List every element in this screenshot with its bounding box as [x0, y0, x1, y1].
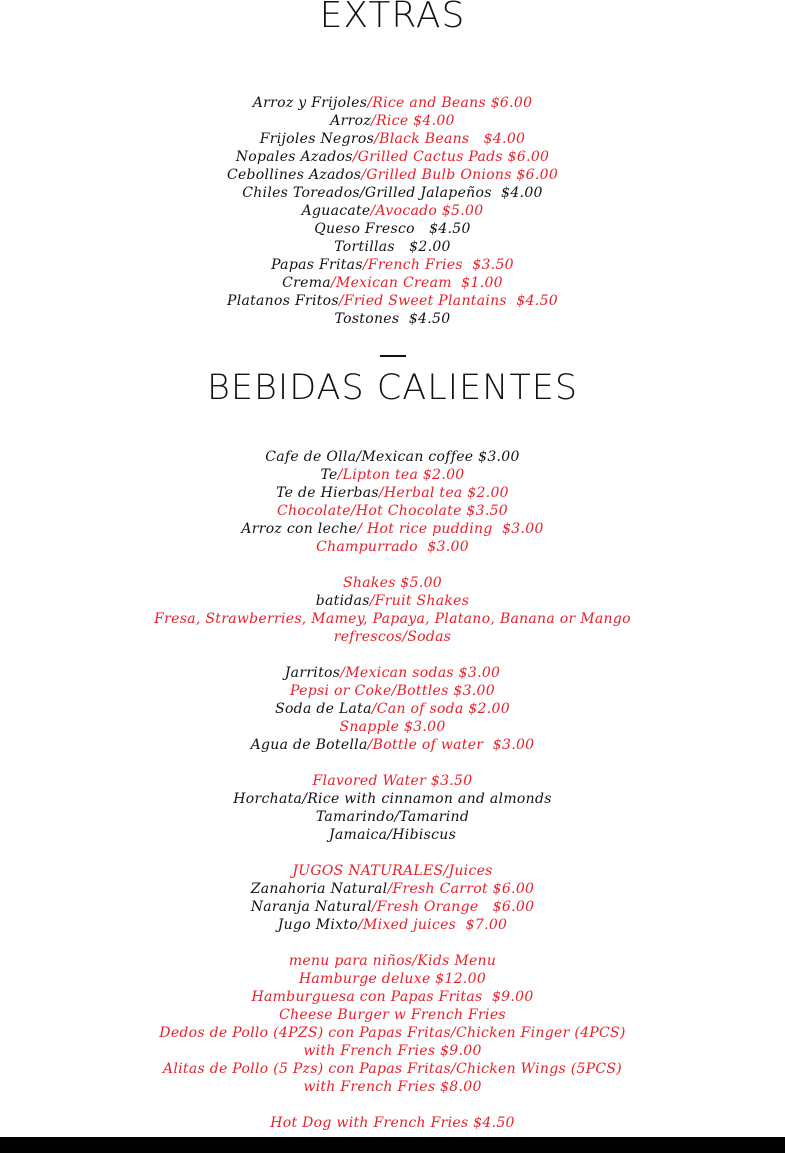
- menu-item-english-price: Hamburguesa con Papas Fritas $9.00: [251, 989, 534, 1005]
- menu-item-line: [150, 790, 635, 808]
- menu-item-english-price: /Grilled Bulb Onions $6.00: [361, 167, 559, 183]
- menu-item-line: [150, 1024, 635, 1060]
- menu-item-line: [150, 916, 635, 934]
- menu-item-line: [150, 664, 635, 682]
- menu-item-line: [150, 448, 635, 466]
- menu-item-line: [150, 148, 635, 166]
- menu-item-line: [150, 256, 635, 274]
- menu-item-english-price: /Rice $4.00: [371, 113, 455, 129]
- menu-item-spanish: Te: [320, 467, 338, 483]
- menu-item-spanish: Aguacate: [301, 203, 371, 219]
- menu-item-spanish: Agua de Botella: [250, 737, 368, 753]
- menu-item-english-price: / Hot rice pudding $3.00: [357, 521, 544, 537]
- menu-item-english-price: /Mexican Cream $1.00: [330, 275, 503, 291]
- menu-item-english-price: Dedos de Pollo (4PZS) con Papas Fritas/Chicken Finger (4PCS) with French Fries $9.00: [159, 1025, 631, 1059]
- menu-item-line: [150, 826, 635, 844]
- menu-item-english-price: refrescos/Sodas: [333, 629, 452, 645]
- menu-item-spanish: Horchata/Rice with cinnamon and almonds: [233, 791, 552, 807]
- blank-line: [150, 844, 635, 862]
- menu-item-spanish: Jugo Mixto: [277, 917, 358, 933]
- menu-item-line: [150, 862, 635, 880]
- menu-item-spanish: Tortillas $2.00: [334, 239, 451, 255]
- menu-item-line: [150, 628, 635, 646]
- menu-item-english-price: menu para niños/Kids Menu: [288, 953, 497, 969]
- menu-item-line: [150, 1006, 635, 1024]
- menu-item-line: [150, 808, 635, 826]
- menu-item-spanish: Papas Fritas: [271, 257, 363, 273]
- menu-item-line: [150, 772, 635, 790]
- menu-item-line: [150, 112, 635, 130]
- menu-item-line: [150, 520, 635, 538]
- menu-item-english-price: /Grilled Cactus Pads $6.00: [352, 149, 550, 165]
- menu-item-line: [150, 502, 635, 520]
- menu-item-english-price: Shakes $5.00: [342, 575, 443, 591]
- menu-item-line: [150, 970, 635, 988]
- menu-item-line: [150, 574, 635, 592]
- menu-item-english-price: JUGOS NATURALES/Juices: [292, 863, 493, 879]
- extras-list: [150, 94, 635, 328]
- bebidas-list: [150, 448, 635, 1132]
- menu-item-line: [150, 682, 635, 700]
- bebidas-calientes-heading: BEBIDAS CALIENTES: [206, 368, 579, 408]
- menu-item-line: [150, 592, 635, 610]
- menu-item-spanish: Cafe de Olla/Mexican coffee $3.00: [265, 449, 520, 465]
- menu-item-english-price: Hot Dog with French Fries $4.50: [270, 1115, 515, 1131]
- menu-item-line: [150, 700, 635, 718]
- menu-item-line: [150, 1060, 635, 1096]
- menu-item-english-price: /Fresh Orange $6.00: [371, 899, 535, 915]
- menu-item-line: [150, 484, 635, 502]
- menu-item-english-price: Champurrado $3.00: [316, 539, 469, 555]
- menu-item-spanish: Crema: [282, 275, 331, 291]
- menu-item-spanish: Zanahoria Natural: [250, 881, 388, 897]
- menu-item-spanish: Jarritos: [284, 665, 341, 681]
- menu-item-line: [150, 292, 635, 310]
- menu-item-line: [150, 1114, 635, 1132]
- menu-item-line: [150, 736, 635, 754]
- menu-item-line: [150, 898, 635, 916]
- menu-item-spanish: Jamaica/Hibiscus: [328, 827, 457, 843]
- menu-item-line: [150, 718, 635, 736]
- menu-item-spanish: Tamarindo/Tamarind: [315, 809, 470, 825]
- menu-item-english-price: /Herbal tea $2.00: [378, 485, 509, 501]
- menu-item-english-price: Pepsi or Coke/Bottles $3.00: [290, 683, 495, 699]
- menu-item-spanish: Frijoles Negros: [259, 131, 375, 147]
- menu-item-english-price: Snapple $3.00: [339, 719, 446, 735]
- menu-item-line: [150, 952, 635, 970]
- menu-item-spanish: Platanos Fritos: [226, 293, 339, 309]
- menu-item-spanish: batidas: [315, 593, 370, 609]
- blank-line: [150, 646, 635, 664]
- menu-item-spanish: Arroz y Frijoles: [252, 95, 368, 111]
- menu-item-spanish: Tostones $4.50: [334, 311, 451, 327]
- menu-item-line: [150, 988, 635, 1006]
- menu-item-spanish: Nopales Azados: [235, 149, 353, 165]
- menu-item-line: [150, 310, 635, 328]
- blank-line: [150, 1096, 635, 1114]
- bottom-bar: [0, 1137, 785, 1153]
- menu-item-spanish: Naranja Natural: [250, 899, 372, 915]
- menu-item-line: [150, 610, 635, 628]
- menu-item-english-price: /Black Beans $4.00: [374, 131, 526, 147]
- menu-item-english-price: Fresa, Strawberries, Mamey, Papaya, Platano, Banana or Mango: [154, 611, 631, 627]
- menu-item-english-price: /Fruit Shakes: [369, 593, 470, 609]
- section-divider: [380, 355, 406, 357]
- menu-item-spanish: Queso Fresco $4.50: [314, 221, 471, 237]
- blank-line: [150, 934, 635, 952]
- menu-item-line: [150, 220, 635, 238]
- menu-item-english-price: Flavored Water $3.50: [312, 773, 473, 789]
- menu-item-spanish: Chiles Toreados/Grilled Jalapeños $4.00: [242, 185, 543, 201]
- menu-item-line: [150, 274, 635, 292]
- menu-item-line: [150, 130, 635, 148]
- menu-item-english-price: /Lipton tea $2.00: [337, 467, 465, 483]
- menu-item-english-price: /Can of soda $2.00: [371, 701, 510, 717]
- blank-line: [150, 754, 635, 772]
- menu-item-english-price: /Fried Sweet Plantains $4.50: [338, 293, 559, 309]
- menu-item-english-price: Hamburge deluxe $12.00: [298, 971, 487, 987]
- menu-item-english-price: /Bottle of water $3.00: [367, 737, 535, 753]
- menu-item-english-price: /Mexican sodas $3.00: [340, 665, 501, 681]
- blank-line: [150, 556, 635, 574]
- menu-item-english-price: Cheese Burger w French Fries: [279, 1007, 506, 1023]
- menu-item-spanish: Cebollines Azados: [226, 167, 362, 183]
- menu-item-spanish: Arroz: [330, 113, 372, 129]
- menu-item-english-price: Alitas de Pollo (5 Pzs) con Papas Fritas/Chicken Wings (5PCS) with French Fries $8.00: [162, 1061, 627, 1095]
- menu-item-line: [150, 466, 635, 484]
- menu-item-spanish: Te de Hierbas: [276, 485, 379, 501]
- menu-item-english-price: /Rice and Beans $6.00: [367, 95, 533, 111]
- menu-item-english-price: Chocolate/Hot Chocolate $3.50: [277, 503, 508, 519]
- menu-item-english-price: /Avocado $5.00: [370, 203, 484, 219]
- menu-item-line: [150, 238, 635, 256]
- menu-item-english-price: /Fresh Carrot $6.00: [387, 881, 535, 897]
- menu-item-line: [150, 184, 635, 202]
- menu-item-line: [150, 94, 635, 112]
- menu-item-line: [150, 202, 635, 220]
- menu-item-line: [150, 538, 635, 556]
- menu-item-english-price: /French Fries $3.50: [362, 257, 514, 273]
- menu-item-spanish: Soda de Lata: [275, 701, 372, 717]
- menu-item-spanish: Arroz con leche: [241, 521, 358, 537]
- menu-item-line: [150, 880, 635, 898]
- menu-item-line: [150, 166, 635, 184]
- extras-heading: EXTRAS: [319, 0, 466, 36]
- menu-item-english-price: /Mixed juices $7.00: [357, 917, 508, 933]
